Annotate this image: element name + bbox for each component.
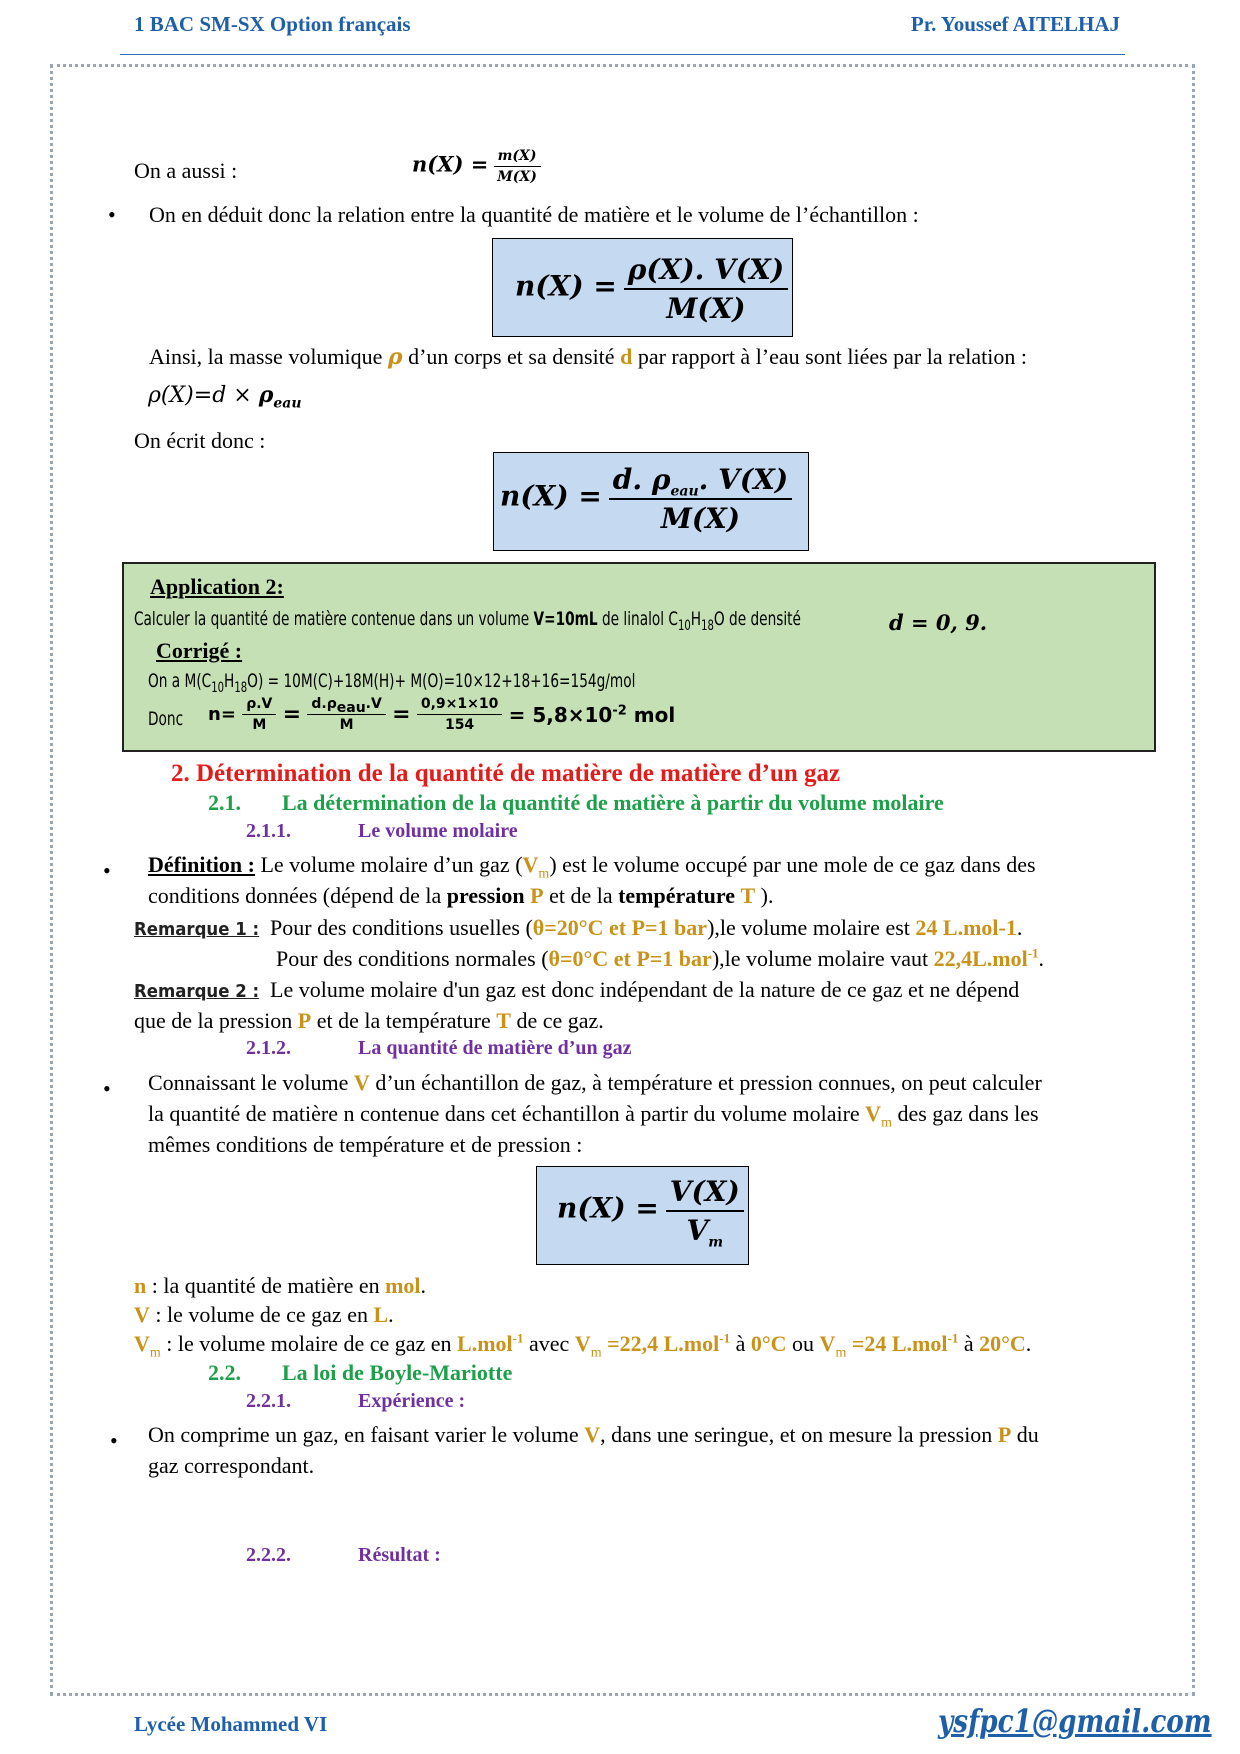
formula-box-density-water: [493, 452, 809, 551]
application-question: Calculer la quantité de matière contenue dans un volume V=10mL de linalol $C_{10}H_{18}O$ de densité: [134, 608, 801, 634]
formula-lhs: n(X) =: [515, 269, 617, 303]
formula-fraction: [666, 1175, 744, 1251]
remarque-2-label: Remarque 2 :: [134, 981, 260, 1002]
bullet-icon: •: [103, 858, 111, 883]
rho-symbol: ρ: [387, 344, 403, 370]
molar-mass-line: On a $M(C_{10}H_{18}O) = 10M(C)+18M(H)+ M(O)=10\times 12+18+16=154g/mol$: [148, 670, 636, 696]
heading-2-1-1: Le volume molaire: [358, 820, 518, 842]
aussi-label: On a aussi :: [134, 158, 238, 183]
ainsi-text: Ainsi, la masse volumique ρ d’un corps et sa densité d par rapport à l’eau sont liées par la relation :: [149, 344, 1027, 370]
formula-density-water: [500, 463, 792, 535]
corrige-title: Corrigé :: [156, 638, 243, 663]
header-course: 1 BAC SM-SX Option français: [134, 12, 411, 36]
legend-vm: $V_m$ : le volume molaire de ce gaz en L.mol$^{-1}$ avec $V_m =22,4$ L.mol$^{-1}$ à 0°C ou $V_m =24$ L.mol$^{-1}$ à 20°C.: [134, 1330, 1032, 1361]
heading-2-2-2-number: 2.2.2.: [246, 1544, 291, 1566]
remarque-1: Remarque 1 : Pour des conditions usuelles (θ=20°C et P=1 bar),le volume molaire est 24 L.mol-1.: [134, 913, 1022, 945]
header-divider: [120, 54, 1125, 55]
experience-line-2: gaz correspondant.: [148, 1453, 315, 1478]
heading-2-2-1-number: 2.2.1.: [246, 1390, 291, 1412]
definition-label: Définition :: [148, 852, 255, 877]
application-equation: n= $\frac{\rho.V}{M}$ = $\frac{d.\rho_{eau}.V}{M}$ = $\frac{0,9\times 1\times 10}{154}$ = $5,8\times 10^{-2}$ mol: [208, 696, 676, 733]
formula-fraction: [624, 253, 788, 325]
ecrit-label: On écrit donc :: [134, 428, 266, 453]
remarque-2-line-2: que de la pression P et de la température T de ce gaz.: [134, 1008, 604, 1033]
remarque-1-label: Remarque 1 :: [134, 919, 260, 940]
application-title: Application 2:: [150, 574, 284, 599]
bullet-icon: •: [103, 1076, 111, 1101]
bullet-deduction-text: On en déduit donc la relation entre la quantité de matière et le volume de l’échantillon :: [149, 202, 919, 227]
application-box: [122, 562, 1156, 752]
heading-2-1-1-number: 2.1.1.: [246, 820, 291, 842]
formula-lhs: n(X) =: [412, 151, 489, 177]
gas-line-3: mêmes conditions de température et de pression :: [148, 1132, 583, 1157]
formula-box-molar-volume: [536, 1166, 749, 1265]
formula-denominator: M(X): [497, 169, 537, 185]
heading-2-1-number: 2.1.: [208, 790, 241, 815]
formula-numerator: d. $\rho_{eau}$. V(X): [609, 463, 792, 500]
header-author: Pr. Youssef AITELHAJ: [910, 12, 1120, 36]
remarque-2-line-1: Remarque 2 : Le volume molaire d'un gaz est donc indépendant de la nature de ce gaz et ne dépend: [134, 975, 1019, 1007]
formula-denominator: M(X): [666, 292, 746, 325]
d-symbol: d: [620, 344, 633, 369]
formula-fraction: [494, 148, 541, 185]
bullet-icon: •: [110, 1428, 118, 1453]
heading-2-2: La loi de Boyle-Mariotte: [282, 1360, 513, 1385]
heading-2-1-2-number: 2.1.2.: [246, 1037, 291, 1059]
formula-fraction: [609, 463, 792, 535]
donc-label: Donc: [148, 708, 184, 730]
formula-lhs: n(X) =: [500, 479, 602, 513]
formula-denominator: M(X): [660, 502, 741, 535]
formula-n-m-over-M: [412, 148, 541, 185]
footer-email[interactable]: ysfpc1@gmail.com: [938, 1702, 1212, 1740]
footer-school: Lycée Mohammed VI: [134, 1712, 328, 1736]
formula-numerator: ρ(X). V(X): [624, 253, 788, 290]
formula-molar-volume: [557, 1175, 744, 1251]
legend-n: n : la quantité de matière en mol.: [134, 1273, 427, 1298]
heading-2-1: La détermination de la quantité de matière à partir du volume molaire: [282, 790, 944, 815]
heading-2-2-1: Expérience :: [358, 1390, 466, 1412]
heading-2-2-2: Résultat :: [358, 1544, 441, 1566]
bullet-icon: •: [108, 202, 116, 227]
formula-numerator: V(X): [666, 1175, 744, 1212]
heading-2-1-2: La quantité de matière d’un gaz: [358, 1037, 632, 1059]
experience-line-1: On comprime un gaz, en faisant varier le volume V, dans une seringue, et on mesure la pression P du: [148, 1422, 1039, 1447]
heading-2: 2. Détermination de la quantité de matière de matière d’un gaz: [171, 760, 841, 787]
relation-rho-d: $\rho(X)=d \times \rho_{eau}$: [148, 382, 302, 412]
formula-numerator: m(X): [494, 148, 541, 167]
legend-v: V : le volume de ce gaz en L.: [134, 1302, 394, 1327]
application-result: = $5,8\times 10^{-2}$ mol: [508, 702, 676, 727]
formula-box-density: [492, 238, 793, 337]
formula-lhs: n(X) =: [557, 1191, 659, 1225]
gas-line-2: la quantité de matière n contenue dans cet échantillon à partir du volume molaire $V_m$ des gaz dans les: [148, 1101, 1039, 1131]
remarque-1-normal: Pour des conditions normales (θ=0°C et P=1 bar),le volume molaire vaut 22,4L.mol$^{-1}$.: [276, 945, 1045, 971]
definition-line-1: Définition : Le volume molaire d’un gaz $(V_m)$ est le volume occupé par une mole de ce gaz dans des: [148, 852, 1036, 882]
application-density: d = 0, 9.: [889, 610, 988, 635]
heading-2-2-number: 2.2.: [208, 1360, 241, 1385]
gas-line-1: Connaissant le volume V d’un échantillon de gaz, à température et pression connues, on peut calculer: [148, 1070, 1042, 1095]
definition-line-2: conditions données (dépend de la pression P et de la température T ).: [148, 883, 774, 908]
formula-denominator: $V_m$: [686, 1214, 724, 1251]
formula-density: [515, 253, 788, 325]
